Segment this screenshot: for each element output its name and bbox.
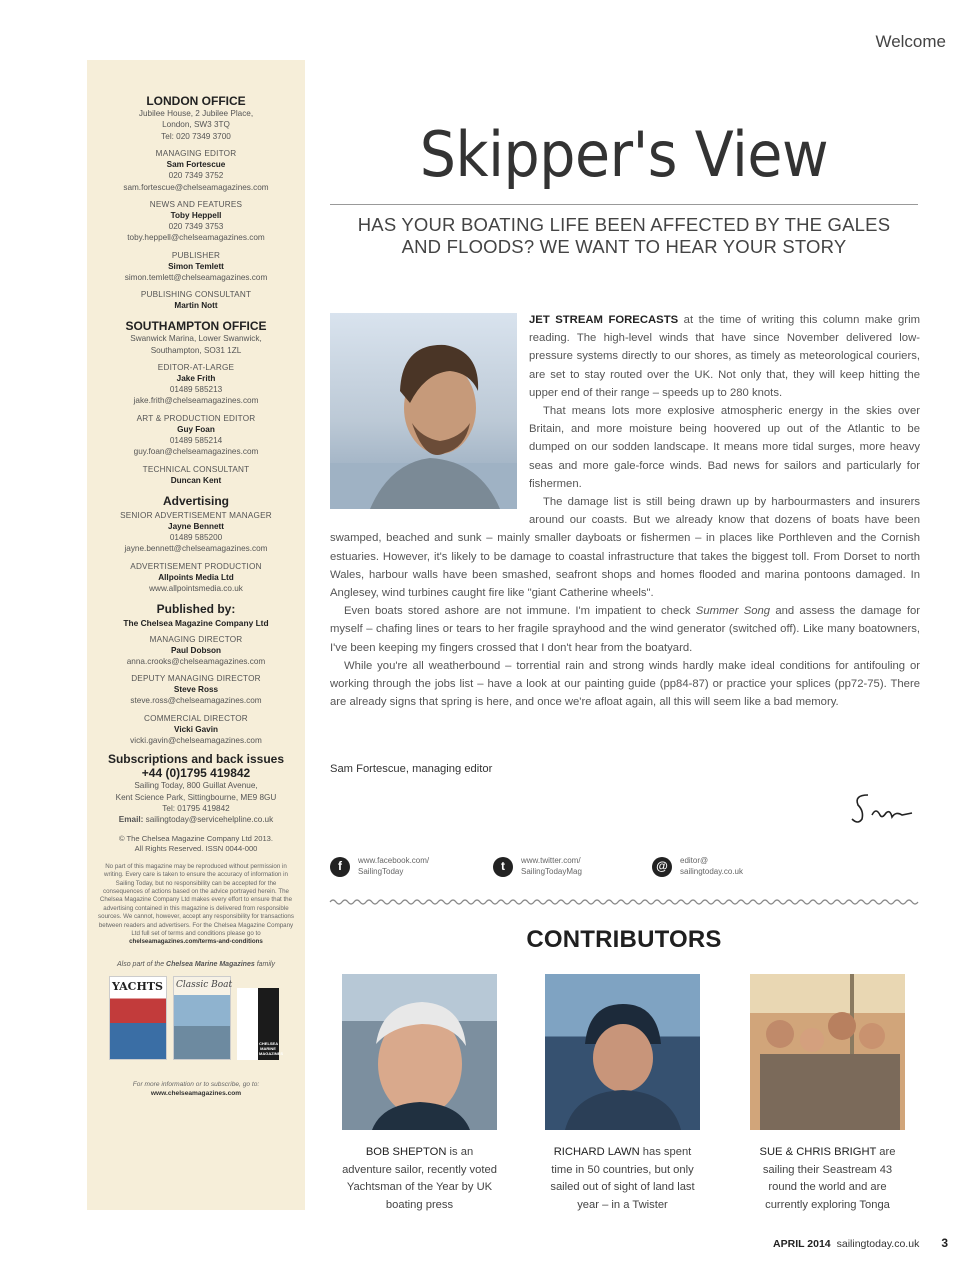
southampton-address-1: Swanwick Marina, Lower Swanwick,: [130, 334, 262, 344]
more-info: [95, 1080, 297, 1098]
twitter-icon: t: [493, 857, 513, 877]
staff-email[interactable]: jake.frith@chelseamagazines.com: [133, 396, 259, 406]
facebook-handle: SailingToday: [358, 866, 404, 876]
staff-block-md: [95, 634, 297, 667]
twitter-url: www.twitter.com/: [521, 856, 581, 865]
subscriptions-phone: +44 (0)1795 419842: [141, 766, 251, 781]
also-brand: Chelsea Marine Magazines: [166, 960, 255, 968]
logo-text: CHELSEA MARINE MAGAZINES: [259, 1040, 283, 1056]
staff-role: DEPUTY MANAGING DIRECTOR: [131, 674, 261, 684]
facebook-text: [358, 856, 429, 877]
more-text: For more information or to subscribe, go to:: [132, 1080, 260, 1088]
masthead-sidebar: [87, 60, 305, 1210]
staff-name: Paul Dobson: [170, 645, 222, 655]
contributor-bio: is an adventure sailor, recently voted Yachtsman of the Year by UK boating press: [342, 1146, 497, 1211]
contributor-name: BOB SHEPTON: [365, 1146, 447, 1158]
contributor-name: RICHARD LAWN: [553, 1146, 640, 1158]
email-label: Email:: [118, 815, 144, 825]
cover-classic-boat[interactable]: [173, 976, 231, 1060]
staff-block-news: [95, 199, 297, 244]
advertising-heading: Advertising: [162, 493, 229, 508]
terms-link[interactable]: chelseamagazines.com/terms-and-conditions: [129, 938, 263, 946]
staff-name: Vicki Gavin: [174, 724, 218, 734]
facebook-url: www.facebook.com/: [358, 856, 430, 865]
article-deck: [330, 214, 918, 258]
published-by-heading: Published by:: [156, 601, 236, 616]
contributor-name: SUE & CHRIS BRIGHT: [759, 1146, 877, 1158]
also-pre: Also part of the: [117, 960, 165, 968]
subscriptions-email[interactable]: sailingtoday@servicehelpline.co.uk: [145, 815, 274, 825]
staff-block-technical: [95, 464, 297, 486]
staff-website[interactable]: www.allpointsmedia.co.uk: [149, 583, 243, 593]
london-address-2: London, SW3 3TQ: [162, 120, 230, 130]
staff-role: COMMERCIAL DIRECTOR: [144, 713, 248, 723]
staff-email[interactable]: toby.heppell@chelseamagazines.com: [127, 233, 265, 243]
deck-line-1: HAS YOUR BOATING LIFE BEEN AFFECTED BY THE GALES: [357, 214, 891, 235]
southampton-address-2: Southampton, SO31 1ZL: [150, 345, 242, 355]
staff-block-dmd: [95, 673, 297, 706]
southampton-office-heading: SOUTHAMPTON OFFICE: [125, 319, 267, 334]
staff-block-managing-editor: [95, 148, 297, 193]
staff-role: MANAGING DIRECTOR: [149, 634, 243, 644]
staff-email[interactable]: guy.foan@chelseamagazines.com: [133, 447, 259, 457]
staff-email[interactable]: jayne.bennett@chelseamagazines.com: [124, 544, 268, 554]
email-text: [680, 856, 743, 877]
site-url[interactable]: sailingtoday.co.uk: [836, 1238, 920, 1250]
staff-role: SENIOR ADVERTISEMENT MANAGER: [120, 510, 272, 520]
also-post: family: [256, 960, 275, 968]
staff-block-ad-manager: [95, 510, 297, 555]
paragraph-2: That means lots more explosive atmospheric energy in the skies over Britain, and more moisture being hoovered up out of the Atlantic to be dumped on our sodden landscape. It means more tidal surges, more heavy seas and more gale-force winds. Bad news for sailors and particularly for fishermen.: [529, 405, 920, 490]
editor-portrait: [330, 313, 517, 509]
paragraph-4-b: and assess the damage for myself – chafing lines or tears to her fragile sprayhood and the wind generator (switched off). Like many boatowners, I've been keeping my fingers crossed that I don't hear from the boatyard.: [330, 605, 921, 654]
paragraph-1-text: at the time of writing this column make grim reading. The high-level winds that have since November delivered low-pressure systems directly to our shores, as timely as meteorological couriers, are set to stay routed over the UK. Not only that, they will keep hitting the upper end of their range – speeds up to 280 knots.: [529, 314, 920, 399]
facebook-icon: f: [330, 857, 350, 877]
subscriptions-heading: Subscriptions and back issues: [107, 752, 285, 767]
cover-title: YACHTS: [112, 979, 163, 993]
london-address-1: Jubilee House, 2 Jubilee Place,: [138, 109, 254, 118]
staff-role: ART & PRODUCTION EDITOR: [136, 413, 256, 423]
staff-name: Jake Frith: [176, 374, 216, 384]
staff-name: Steve Ross: [173, 685, 219, 695]
twitter-handle: SailingTodayMag: [521, 866, 582, 876]
magazine-covers: [95, 976, 297, 1068]
staff-role: TECHNICAL CONSULTANT: [142, 464, 250, 474]
social-facebook[interactable]: [330, 856, 429, 877]
fine-print-text: No part of this magazine may be reproduced without permission in writing. Every care is taken to ensure the accuracy of information in Sailing Today, but no responsibility can be accepted for the consequences of actions based on the advice portrayed herein. The Chelsea Magazine Company Ltd makes every effort to ensure that the advertising contained in this magazine is delivered from responsible sources. We cannot, however, accept any responsibility for transactions between readers and advertisers. For the Chelsea Magazine Company Ltd full set of terms and conditions please go to: [98, 862, 294, 937]
staff-block-ad-production: [95, 561, 297, 594]
staff-email[interactable]: anna.crooks@chelseamagazines.com: [126, 656, 266, 666]
contributor-photo-1: [342, 974, 497, 1130]
boat-name: Summer Song: [695, 605, 771, 618]
staff-name: Duncan Kent: [170, 475, 222, 485]
twitter-text: [521, 856, 582, 877]
london-office-heading: LONDON OFFICE: [146, 94, 246, 108]
staff-name: Jayne Bennett: [168, 521, 224, 531]
paragraph-3: The damage list is still being drawn up by harbourmasters and insurers around our coasts. But we already know that dozens of boats have been swamped, beached and sunk – mainly smaller dayboats or fishermen – in places like Porthleven and the Cornish estuaries. However, it's likely to be damage to coastal infrastructure that takes the biggest toll. From Dorset to north Wales, harbour walls have been smashed, seafront shops and homes flooded and marina pontoons damaged. In Anglesey, wind turbines caught fire like "giant Catherine wheels".: [330, 496, 920, 600]
staff-phone: 01489 585213: [169, 385, 223, 395]
cover-title: Classic Boat: [176, 979, 233, 990]
subscriptions-address-1: Sailing Today, 800 Guillat Avenue,: [134, 781, 258, 791]
paragraph-5: While you're all weatherbound – torrential rain and strong winds hardly make ideal conditions for antifouling or working through the jobs list – have a look at our painting guide (pp84-87) or practice your splices (pp72-75). There are already signs that spring is here, and once we're afloat again, all this will seem like a bad memory.: [330, 659, 920, 709]
lead-in: JET STREAM FORECASTS: [529, 314, 679, 326]
contributor-caption-1: [342, 1144, 497, 1214]
paragraph-4-a: Even boats stored ashore are not immune. I'm impatient to check: [344, 605, 691, 618]
staff-name: Simon Temlett: [168, 261, 224, 271]
deck-line-2: AND FLOODS? WE WANT TO HEAR YOUR STORY: [401, 236, 847, 257]
contributor-bio: has spent time in 50 countries, but only sailed out of sight of land last year – in a Twister: [550, 1146, 695, 1211]
paragraph-4: [330, 602, 920, 657]
staff-name: Martin Nott: [174, 301, 218, 311]
staff-role: PUBLISHING CONSULTANT: [140, 290, 252, 300]
contributor-photo-2: [545, 974, 700, 1130]
subscriptions-address-2: Kent Science Park, Sittingbourne, ME9 8GU: [115, 792, 277, 802]
email-icon: @: [652, 857, 672, 877]
also-part-of: [95, 961, 297, 968]
more-link[interactable]: www.chelseamagazines.com: [150, 1089, 242, 1097]
staff-phone: 01489 585214: [169, 435, 223, 445]
fine-print: [95, 863, 297, 947]
section-tag: Welcome: [875, 32, 946, 51]
copyright-line-1: © The Chelsea Magazine Company Ltd 2013.: [118, 833, 274, 843]
staff-block-art-editor: [95, 413, 297, 458]
staff-email[interactable]: vicki.gavin@chelseamagazines.com: [130, 735, 262, 745]
staff-phone: 01489 585200: [169, 532, 223, 542]
london-tel: Tel: 020 7349 3700: [161, 131, 231, 141]
contributor-photo-3: [750, 974, 905, 1130]
staff-name: Allpoints Media Ltd: [158, 572, 234, 582]
staff-role: MANAGING EDITOR: [155, 149, 237, 159]
copyright-line-2: All Rights Reserved. ISSN 0044-000: [134, 844, 258, 854]
chelsea-marine-logo: [237, 988, 283, 1060]
staff-block-editor-at-large: [95, 362, 297, 407]
publisher-company: The Chelsea Magazine Company Ltd: [123, 617, 269, 628]
staff-block-consultant: [95, 289, 297, 311]
staff-role: NEWS AND FEATURES: [149, 200, 243, 210]
page-number: 3: [941, 1236, 948, 1250]
staff-role: EDITOR-AT-LARGE: [157, 363, 235, 373]
contributor-caption-2: [545, 1144, 700, 1214]
issue-date: APRIL 2014: [773, 1238, 831, 1250]
page-title: Skipper's View: [419, 118, 829, 191]
staff-phone: 020 7349 3753: [168, 222, 224, 232]
signature: [850, 785, 915, 830]
social-email[interactable]: [652, 856, 743, 877]
subscriptions-tel: Tel: 01795 419842: [162, 803, 230, 813]
staff-name: Toby Heppell: [170, 211, 222, 221]
social-twitter[interactable]: [493, 856, 582, 877]
staff-role: PUBLISHER: [171, 250, 221, 260]
staff-name: Sam Fortescue: [166, 160, 226, 170]
staff-block-commercial: [95, 713, 297, 746]
email-domain: sailingtoday.co.uk: [680, 866, 743, 876]
staff-email[interactable]: sam.fortescue@chelseamagazines.com: [123, 182, 269, 192]
byline: Sam Fortescue, managing editor: [330, 763, 493, 775]
contributor-caption-3: [750, 1144, 905, 1214]
title-rule: [330, 204, 918, 205]
staff-email[interactable]: simon.temlett@chelseamagazines.com: [124, 272, 268, 282]
contributor-bio: are sailing their Seastream 43 round the world and are currently exploring Tonga: [762, 1146, 896, 1211]
email-user: editor@: [680, 856, 709, 865]
staff-phone: 020 7349 3752: [168, 171, 224, 181]
contributors-heading: CONTRIBUTORS: [526, 926, 722, 953]
staff-email[interactable]: steve.ross@chelseamagazines.com: [130, 696, 262, 706]
staff-name: Guy Foan: [177, 424, 215, 434]
cover-yachts[interactable]: [109, 976, 167, 1060]
wavy-divider: [330, 898, 918, 906]
staff-block-publisher: [95, 250, 297, 283]
page-footer: [773, 1236, 948, 1250]
staff-role: ADVERTISEMENT PRODUCTION: [130, 561, 262, 571]
subscriptions-email-line: [95, 814, 297, 825]
